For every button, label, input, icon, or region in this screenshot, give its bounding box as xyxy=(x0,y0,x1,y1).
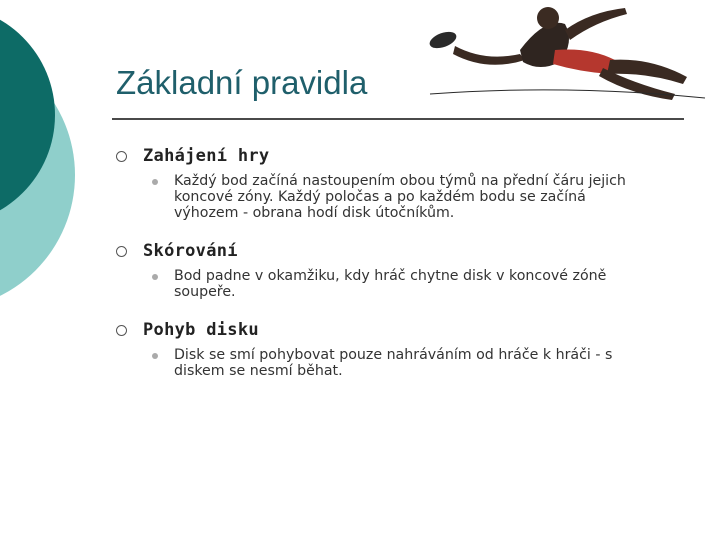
dot-bullet-icon xyxy=(152,179,158,185)
section-heading: Skórování xyxy=(143,241,238,261)
ring-bullet-icon xyxy=(116,325,127,336)
section-skorovani xyxy=(112,241,672,300)
section-heading: Zahájení hry xyxy=(143,146,270,166)
slide-title: Základní pravidla xyxy=(116,64,368,101)
title-divider xyxy=(112,118,684,120)
dot-bullet-icon xyxy=(152,353,158,359)
frisbee-player-image xyxy=(425,2,710,102)
section-pohyb-disku xyxy=(112,320,672,379)
decorative-circles xyxy=(0,0,100,300)
section-text: Bod padne v okamžiku, kdy hráč chytne disk v koncové zóně soupeře. xyxy=(174,268,607,300)
ring-bullet-icon xyxy=(116,151,127,162)
section-text: Disk se smí pohybovat pouze nahráváním od hráče k hráči - s diskem se nesmí běhat. xyxy=(174,347,613,379)
section-zahajeni-hry xyxy=(112,146,672,221)
ring-bullet-icon xyxy=(116,246,127,257)
section-heading: Pohyb disku xyxy=(143,320,259,340)
dot-bullet-icon xyxy=(152,274,158,280)
section-text: Každý bod začíná nastoupením obou týmů na přední čáru jejich koncové zóny. Každý poločas a po každém bodu se začíná výhozem - obrana hodí disk útočníkům. xyxy=(174,173,626,221)
